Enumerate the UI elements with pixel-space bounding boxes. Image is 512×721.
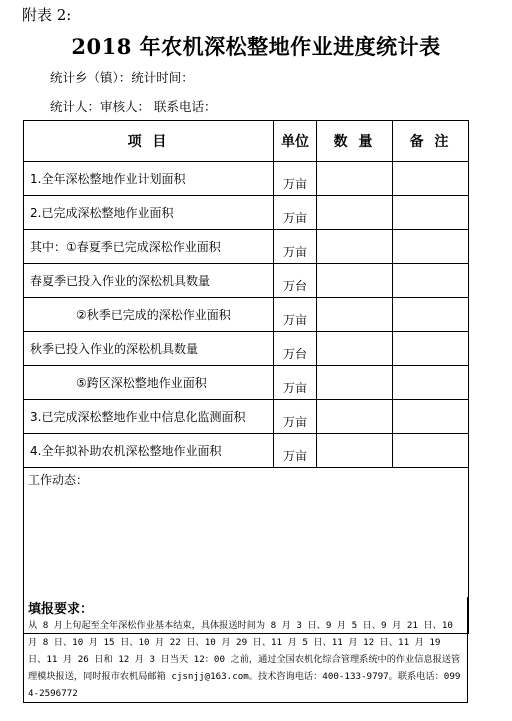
appendix-label: 附表 2: [22,6,72,24]
row-unit: 万亩 [274,196,317,230]
table-row [24,400,469,434]
quantity-cell[interactable] [317,264,393,298]
row-label: 3.已完成深松整地作业中信息化监测面积 [24,400,274,434]
row-label: ⑤跨区深松整地作业面积 [24,366,274,400]
requirements-text: 从 8 月上旬起至全年深松作业基本结束，具体报送时间为 8 月 3 日、9 月 5 日、9 月 21 日、10 月 8 日、10 月 15 日、10 月 22 日、10 月 29 日、11 月 5 日、11 月 12 日、11 月 19 日、11 月 26 日和 12 月 3 日当天 12：00 之前，通过全国农机化综合管理系统中的作业信息报送管理模块报送，同时报市农机局邮箱 cjsnjj@163.com。技术咨询电话：400-133-9797。联系电话：0994-2596772 [28,620,461,699]
row-unit: 万亩 [274,230,317,264]
table-row [24,434,469,468]
header-quantity: 数 量 [317,121,393,162]
page-title: 2018 年农机深松整地作业进度统计表 [71,34,441,59]
row-unit: 万亩 [274,400,317,434]
row-label: 2.已完成深松整地作业面积 [24,196,274,230]
requirements-box [23,597,468,703]
remarks-cell[interactable] [393,196,469,230]
row-label: 春夏季已投入作业的深松机具数量 [24,264,274,298]
remarks-cell[interactable] [393,332,469,366]
remarks-cell[interactable] [393,434,469,468]
remarks-cell[interactable] [393,230,469,264]
remarks-cell[interactable] [393,366,469,400]
table-row [24,196,469,230]
quantity-cell[interactable] [317,162,393,196]
requirements-title: 填报要求： [28,602,94,617]
header-unit: 单位 [274,121,317,162]
row-unit: 万亩 [274,162,317,196]
quantity-cell[interactable] [317,196,393,230]
table-row [24,264,469,298]
row-unit: 万亩 [274,366,317,400]
quantity-cell[interactable] [317,298,393,332]
quantity-cell[interactable] [317,332,393,366]
row-unit: 万亩 [274,298,317,332]
row-unit: 万亩 [274,434,317,468]
row-unit: 万台 [274,332,317,366]
statistics-table [23,120,469,634]
table-row [24,162,469,196]
table-row [24,366,469,400]
table-header-row [24,121,469,162]
quantity-cell[interactable] [317,400,393,434]
row-label: 1.全年深松整地作业计划面积 [24,162,274,196]
row-label: ②秋季已完成的深松作业面积 [24,298,274,332]
table-row [24,332,469,366]
remarks-cell[interactable] [393,264,469,298]
remarks-cell[interactable] [393,162,469,196]
row-label: 其中：①春夏季已完成深松作业面积 [24,230,274,264]
quantity-cell[interactable] [317,434,393,468]
row-unit: 万台 [274,264,317,298]
header-item: 项 目 [24,121,274,162]
quantity-cell[interactable] [317,230,393,264]
work-dynamics-label: 工作动态： [28,473,89,487]
remarks-cell[interactable] [393,298,469,332]
meta-line-township-time: 统计乡（镇）：统计时间： [50,70,194,85]
quantity-cell[interactable] [317,366,393,400]
header-remarks: 备 注 [393,121,469,162]
meta-line-people-phone: 统计人：审核人： 联系电话： [50,99,217,114]
row-label: 4.全年拟补助农机深松整地作业面积 [24,434,274,468]
table-row [24,230,469,264]
remarks-cell[interactable] [393,400,469,434]
table-row [24,298,469,332]
row-label: 秋季已投入作业的深松机具数量 [24,332,274,366]
